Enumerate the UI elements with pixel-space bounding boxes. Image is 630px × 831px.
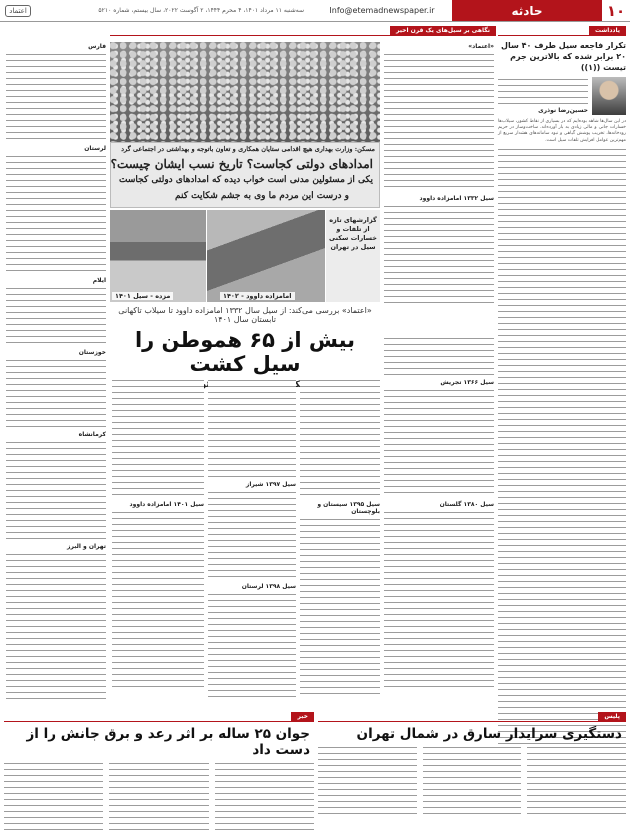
author-avatar: [592, 77, 626, 115]
page-header: [0, 0, 630, 22]
newspaper-clipping: [110, 142, 380, 208]
note-title: تکرار فاجعه سیل طرف ۴۰ سال ۲۰ برابر شده که بالاترین جرم تیست ((۱)): [501, 41, 626, 72]
province-lorestan: لرستان: [84, 145, 106, 152]
caption-imamzadeh: امامزاده داوود - ۱۴۰۲: [220, 292, 295, 300]
subhead-1380: سیل ۱۳۸۰ گلستان: [439, 501, 494, 508]
main-headline-block: [112, 306, 378, 390]
author-block: [498, 77, 626, 115]
dateline: سه‌شنبه ۱۱ مرداد ۱۴۰۱، ۴ محرم ۱۴۴۴، ۲ آگوست ۲۰۲۲، سال بیستم، شماره ۵۲۱۰: [98, 7, 304, 14]
province-fars: فارس: [88, 43, 106, 50]
flood-photo-mozdeh: [110, 210, 206, 302]
author-intro: [498, 77, 588, 115]
province-kermanshah: کرمانشاه: [78, 431, 106, 438]
story-column-1: [384, 336, 494, 708]
clip-line-3: یکی از مسئولین مدنی است خواب دیده که امدادهای دولتی کجاست: [119, 175, 373, 185]
page-number: ۱۰: [602, 0, 630, 21]
main-headline: بیش از ۶۵ هموطن را سیل کشت: [134, 328, 356, 376]
news-tag: خبر: [291, 712, 314, 721]
lightning-headline: جوان ۲۵ ساله بر اثر رعد و برق جانش را از دست داد: [26, 726, 310, 758]
note-body-lines: [498, 147, 626, 747]
story-column-4: [112, 378, 204, 708]
police-tag: پلیس: [598, 712, 626, 721]
main-subhead: مسئولان: [186, 380, 225, 390]
historic-crowd-photo: [110, 42, 380, 142]
clip-line-1: مسکن: وزارت بهداری هیچ اقدامی ستایان همکاری و تعاون باتوجه و بهداشتی در اجتماعی گرد: [121, 145, 375, 153]
note-tag: یادداشت: [589, 26, 626, 35]
history-box-header: [110, 26, 496, 38]
right-column-tagbar: [498, 26, 626, 35]
note-body: در این سال‌ها شاهد بوده‌ایم که در بسیاری از نقاط کشور، سیلاب‌ها خسارات جانی و مالی زیادی به بار آورده‌اند. ساخت‌وساز در حریم رودخانه‌ها، تخریب پوشش گیاهی و نبود سامانه‌های هشدار سریع از مهم‌ترین عوامل افزایش تلفات سیل است.: [498, 119, 626, 143]
subhead-1401: سیل ۱۴۰۱ امامزاده داوود: [129, 501, 204, 508]
story-column-3: [208, 378, 296, 708]
history-tag: نگاهی بر سیل‌های یک قرن اخیر: [390, 26, 496, 35]
main-kicker: «اعتماد» بررسی می‌کند: از سیل سال ۱۳۳۲ امامزاده داوود تا سیلاب تاکهانی تابستان سال ۱۴۰۱: [118, 306, 372, 324]
subhead-1397: سیل ۱۳۹۷ شیراز: [245, 481, 296, 488]
clip-caption-box: [326, 210, 380, 302]
province-ilam: ایلام: [92, 277, 106, 284]
left-column: [6, 40, 106, 708]
subhead-1395: سیل ۱۳۹۵ سیستان و بلوچستان: [317, 501, 380, 515]
right-column: [498, 26, 626, 713]
section-title: حادثه: [452, 0, 602, 21]
intro-text-lines: [498, 77, 588, 107]
email-link[interactable]: Info@etemadnewspaper.ir: [329, 6, 435, 15]
history-label: «اعتماد»: [468, 43, 494, 50]
logo-text: اعتماد: [5, 5, 31, 17]
subhead-1398: سیل ۱۳۹۸ لرستان: [241, 583, 296, 590]
police-story: [318, 712, 626, 818]
story-column-2: [300, 378, 380, 708]
right-rule: [498, 35, 626, 36]
clip-line-2: امدادهای دولتی کجاست؟ تاریخ نسب ایشان چیست؟: [110, 157, 373, 171]
subhead-1332: سیل ۱۳۳۲ امامزاده داوود: [419, 195, 494, 202]
clip-line-4: و درست این مردم ما وی به جشم شکایت کنم: [175, 191, 349, 201]
author-name: حسین‌رضا نوذری: [538, 107, 588, 114]
police-headline: دستگیری سرایدار سارق در شمال تهران: [356, 726, 622, 742]
subhead-1366: سیل ۱۳۶۶ تجریش: [440, 379, 494, 386]
province-khuzestan: خوزستان: [78, 349, 106, 356]
lightning-story: [4, 712, 314, 818]
flood-photo-imamzadeh: [207, 210, 325, 302]
province-tehran-alborz: تهران و البرز: [67, 543, 106, 550]
clip-caption: گزارشهای تازه از تلفات و خسارات سکنی سیل در تهران: [329, 216, 377, 251]
newspaper-logo: [0, 0, 36, 21]
history-text-column: [384, 40, 494, 328]
caption-mozdeh: مزده - سیل ۱۴۰۱: [112, 292, 173, 300]
